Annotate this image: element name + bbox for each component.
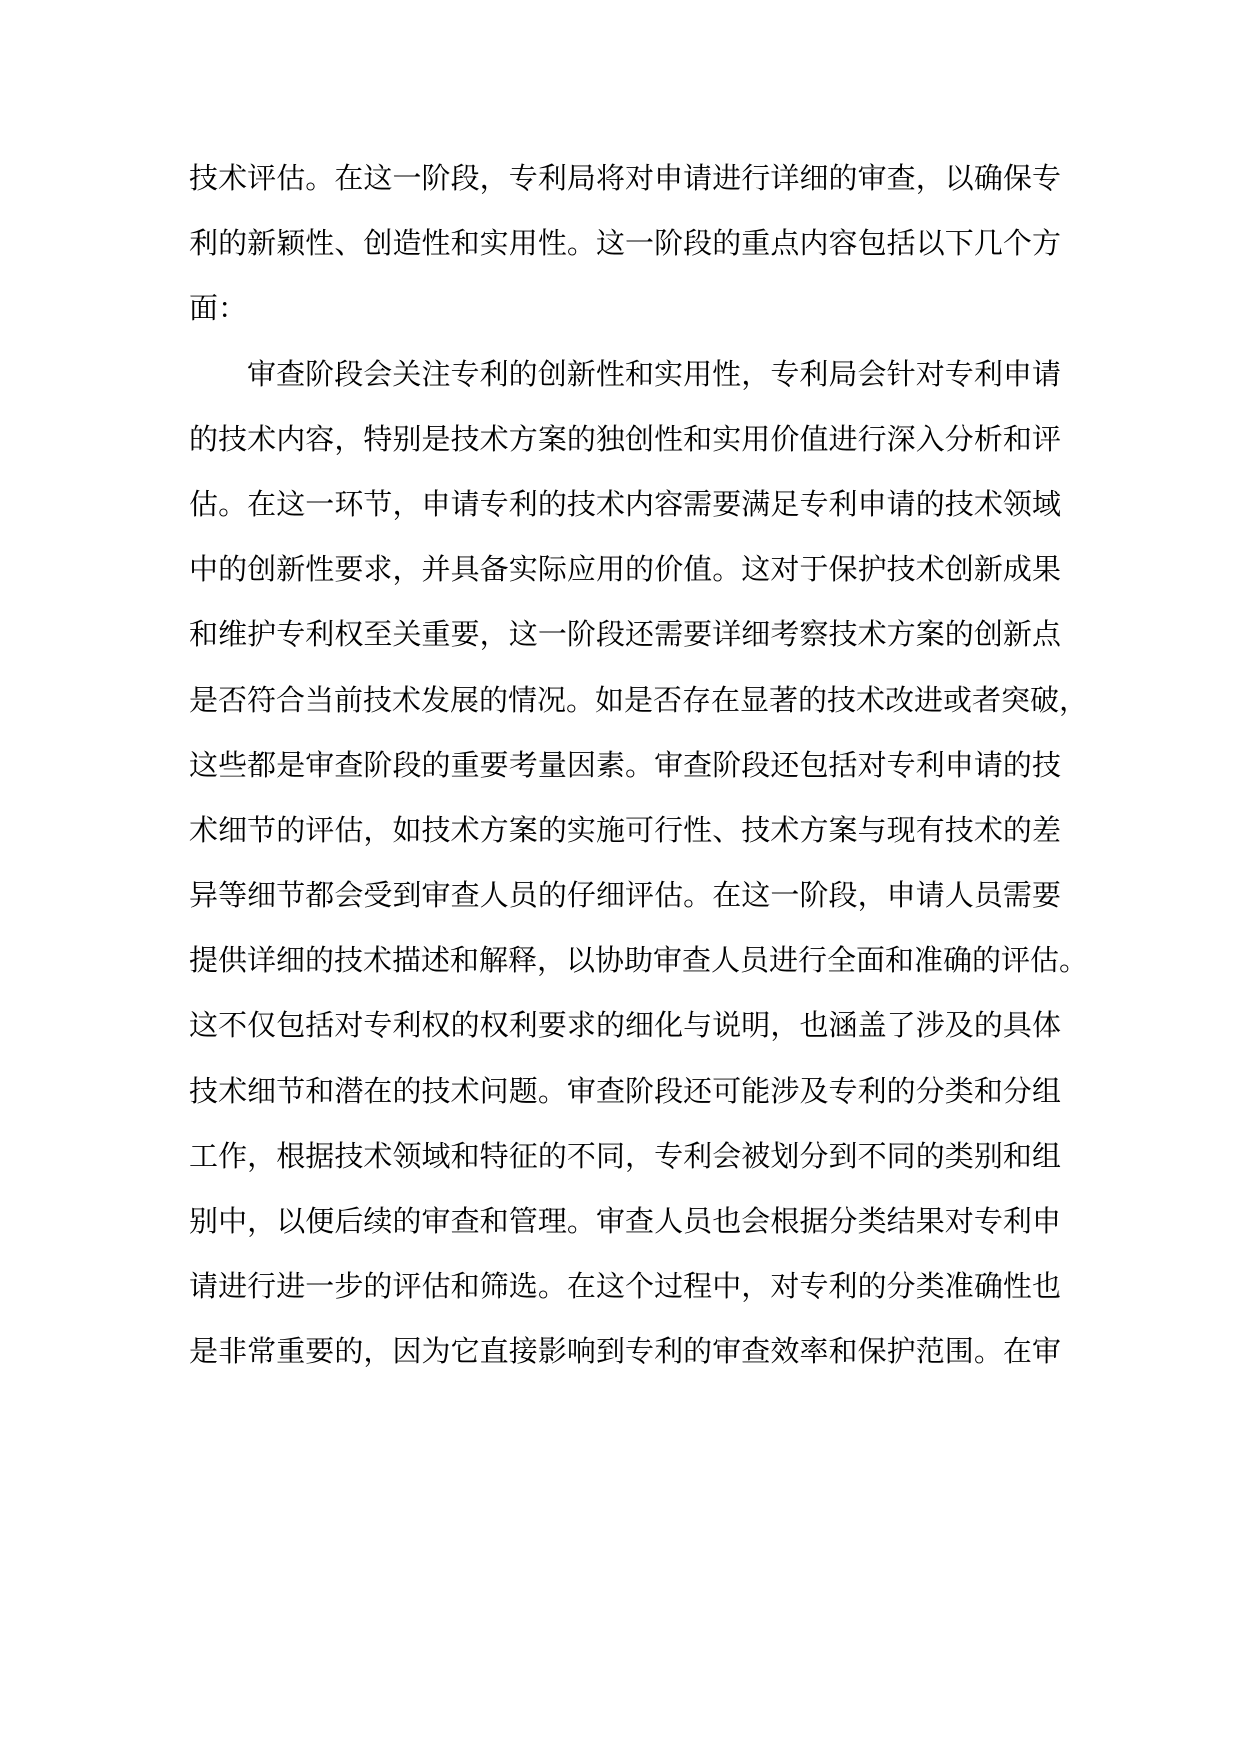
text-line: 面： <box>189 291 248 326</box>
text-line: 提供详细的技术描述和解释，以协助审查人员进行全面和准确的评估。 <box>189 943 1089 978</box>
text-line: 利的新颖性、创造性和实用性。这一阶段的重点内容包括以下几个方 <box>189 226 1061 261</box>
text-line: 的技术内容，特别是技术方案的独创性和实用价值进行深入分析和评 <box>189 421 1061 456</box>
text-line: 别中，以便后续的审查和管理。审查人员也会根据分类结果对专利申 <box>189 1204 1061 1238</box>
text-line: 技术评估。在这一阶段，专利局将对申请进行详细的审查，以确保专 <box>189 161 1061 195</box>
text-line: 中的创新性要求，并具备实际应用的价值。这对于保护技术创新成果 <box>189 552 1061 587</box>
text-line: 技术细节和潜在的技术问题。审查阶段还可能涉及专利的分类和分组 <box>189 1073 1061 1108</box>
text-line: 和维护专利权至关重要，这一阶段还需要详细考察技术方案的创新点 <box>189 617 1061 652</box>
text-line: 审查阶段会关注专利的创新性和实用性，专利局会针对专利申请 <box>247 356 1061 391</box>
text-line: 是否符合当前技术发展的情况。如是否存在显著的技术改进或者突破， <box>189 682 1089 717</box>
text-line: 工作，根据技术领域和特征的不同，专利会被划分到不同的类别和组 <box>189 1138 1061 1173</box>
text-line: 术细节的评估，如技术方案的实施可行性、技术方案与现有技术的差 <box>189 812 1061 847</box>
body-text <box>189 146 1089 1385</box>
text-line: 这不仅包括对专利权的权利要求的细化与说明，也涵盖了涉及的具体 <box>189 1008 1061 1043</box>
text-line: 异等细节都会受到审查人员的仔细评估。在这一阶段，申请人员需要 <box>189 878 1061 913</box>
paragraph-1 <box>189 146 1061 342</box>
text-line: 是非常重要的，因为它直接影响到专利的审查效率和保护范围。在审 <box>189 1334 1061 1369</box>
paragraph-2 <box>189 342 1089 1385</box>
text-line: 估。在这一环节，申请专利的技术内容需要满足专利申请的技术领域 <box>189 486 1061 521</box>
text-line: 请进行进一步的评估和筛选。在这个过程中，对专利的分类准确性也 <box>189 1269 1061 1304</box>
text-line: 这些都是审查阶段的重要考量因素。审查阶段还包括对专利申请的技 <box>189 747 1061 782</box>
